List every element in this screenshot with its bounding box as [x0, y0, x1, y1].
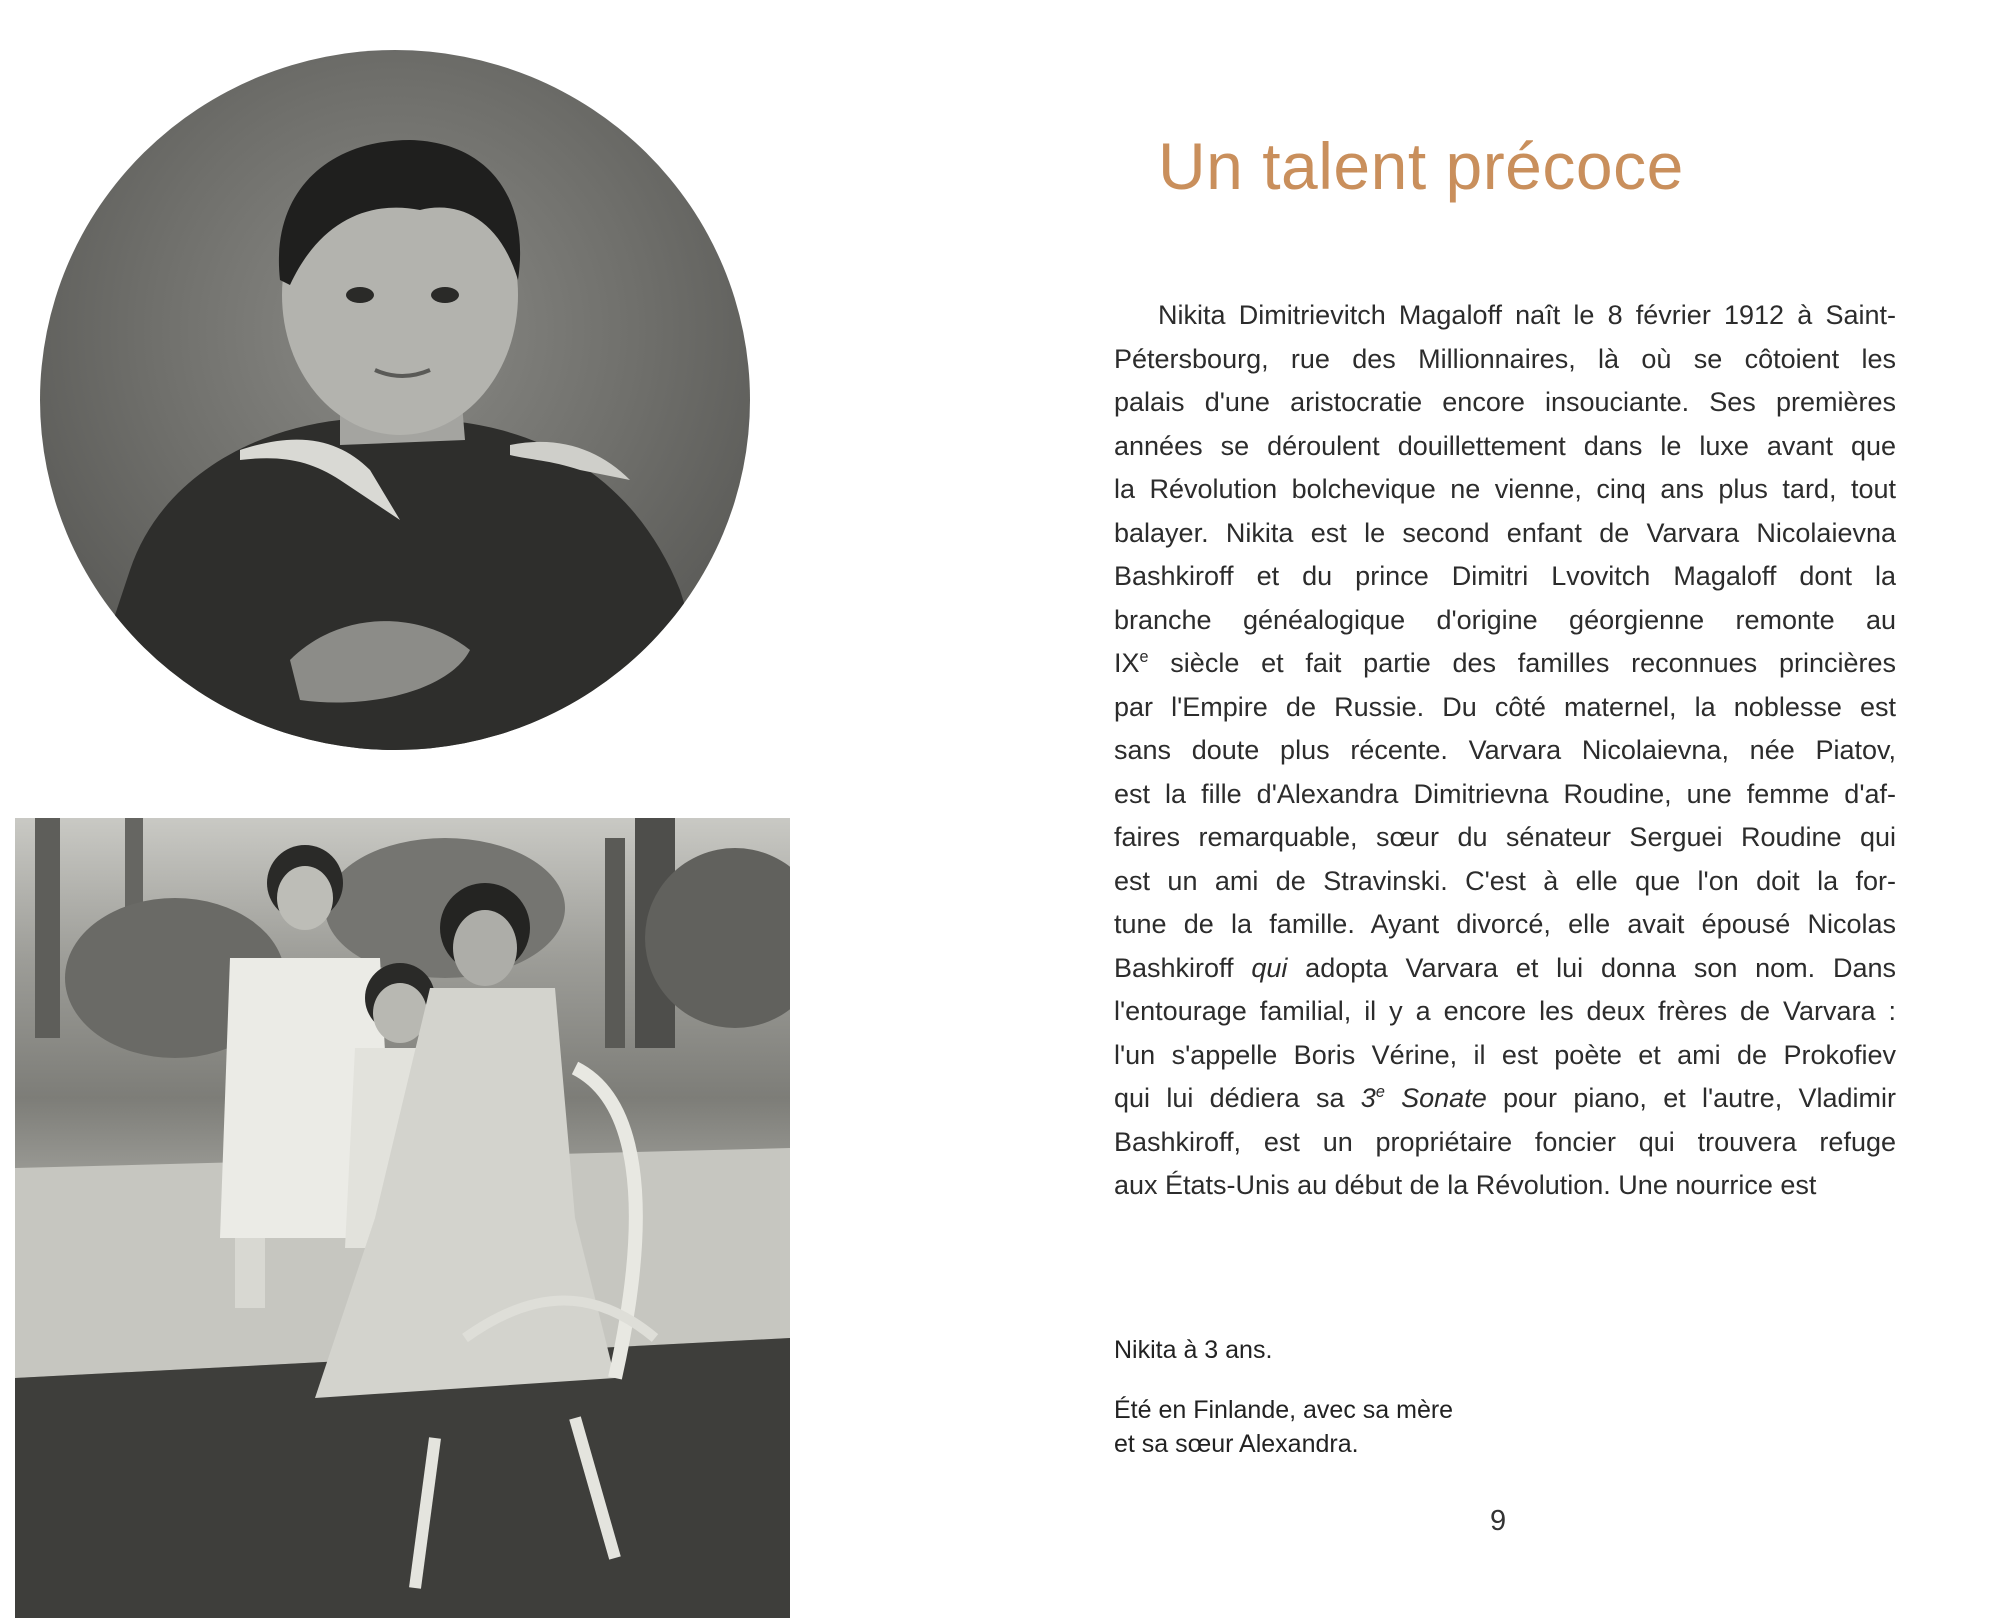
- body-line: qui lui dédiera sa 3e Sonate pour piano, et l'autre, Vladimir: [1114, 1083, 1897, 1113]
- body-line: la Révolution bolchevique ne vienne, cinq ans plus tard, tout: [1114, 474, 1896, 504]
- body-line: Pétersbourg, rue des Millionnaires, là où se côtoient les: [1114, 343, 1896, 374]
- body-line: est un ami de Stravinski. C'est à elle que l'on doit la for-: [1114, 865, 1896, 896]
- portrait-photo: [40, 50, 750, 750]
- body-line: tune de la famille. Ayant divorcé, elle avait épousé Nicolas: [1114, 909, 1896, 939]
- body-paragraph: [1114, 294, 1896, 1208]
- body-line: Nikita Dimitrievitch Magaloff naît le 8 février 1912 à Saint-: [1158, 300, 1896, 330]
- body-line: Bashkiroff et du prince Dimitri Lvovitch Magaloff dont la: [1114, 561, 1896, 591]
- caption-family-line: et sa sœur Alexandra.: [1114, 1430, 1359, 1458]
- family-photo: [15, 818, 790, 1618]
- portrait-photo-drawing: [40, 50, 750, 750]
- body-line: Bashkiroff qui adopta Varvara et lui donna son nom. Dans: [1114, 952, 1896, 983]
- body-line: Bashkiroff, est un propriétaire foncier qui trouvera refuge: [1114, 1126, 1896, 1157]
- caption-family: [1114, 1393, 1614, 1461]
- body-line: l'un s'appelle Boris Vérine, il est poète et ami de Prokofiev: [1114, 1039, 1896, 1070]
- body-line: années se déroulent douillettement dans le luxe avant que: [1114, 430, 1896, 461]
- body-line: est la fille d'Alexandra Dimitrievna Roudine, une femme d'af-: [1114, 778, 1896, 809]
- page-number: 9: [1490, 1505, 1507, 1537]
- body-line: l'entourage familial, il y a encore les deux frères de Varvara :: [1114, 996, 1896, 1026]
- body-line: palais d'une aristocratie encore insouciante. Ses premières: [1114, 387, 1896, 417]
- caption-family-line: Été en Finlande, avec sa mère: [1114, 1396, 1454, 1424]
- body-line: branche généalogique d'origine géorgienne remonte au: [1114, 604, 1896, 635]
- photo-captions: [1114, 1333, 1614, 1487]
- body-line: balayer. Nikita est le second enfant de Varvara Nicolaievna: [1114, 517, 1896, 548]
- caption-portrait: Nikita à 3 ans.: [1114, 1336, 1273, 1364]
- body-line: par l'Empire de Russie. Du côté maternel, la noblesse est: [1114, 691, 1896, 722]
- chapter-title: Un talent précoce: [1158, 129, 1684, 203]
- family-photo-drawing: [15, 818, 790, 1618]
- body-line: sans doute plus récente. Varvara Nicolaievna, née Piatov,: [1114, 735, 1896, 765]
- body-line: faires remarquable, sœur du sénateur Serguei Roudine qui: [1114, 822, 1896, 852]
- body-line: IXe siècle et fait partie des familles reconnues princières: [1114, 648, 1896, 678]
- body-line: aux États-Unis au début de la Révolution. Une nourrice est: [1114, 1170, 1817, 1200]
